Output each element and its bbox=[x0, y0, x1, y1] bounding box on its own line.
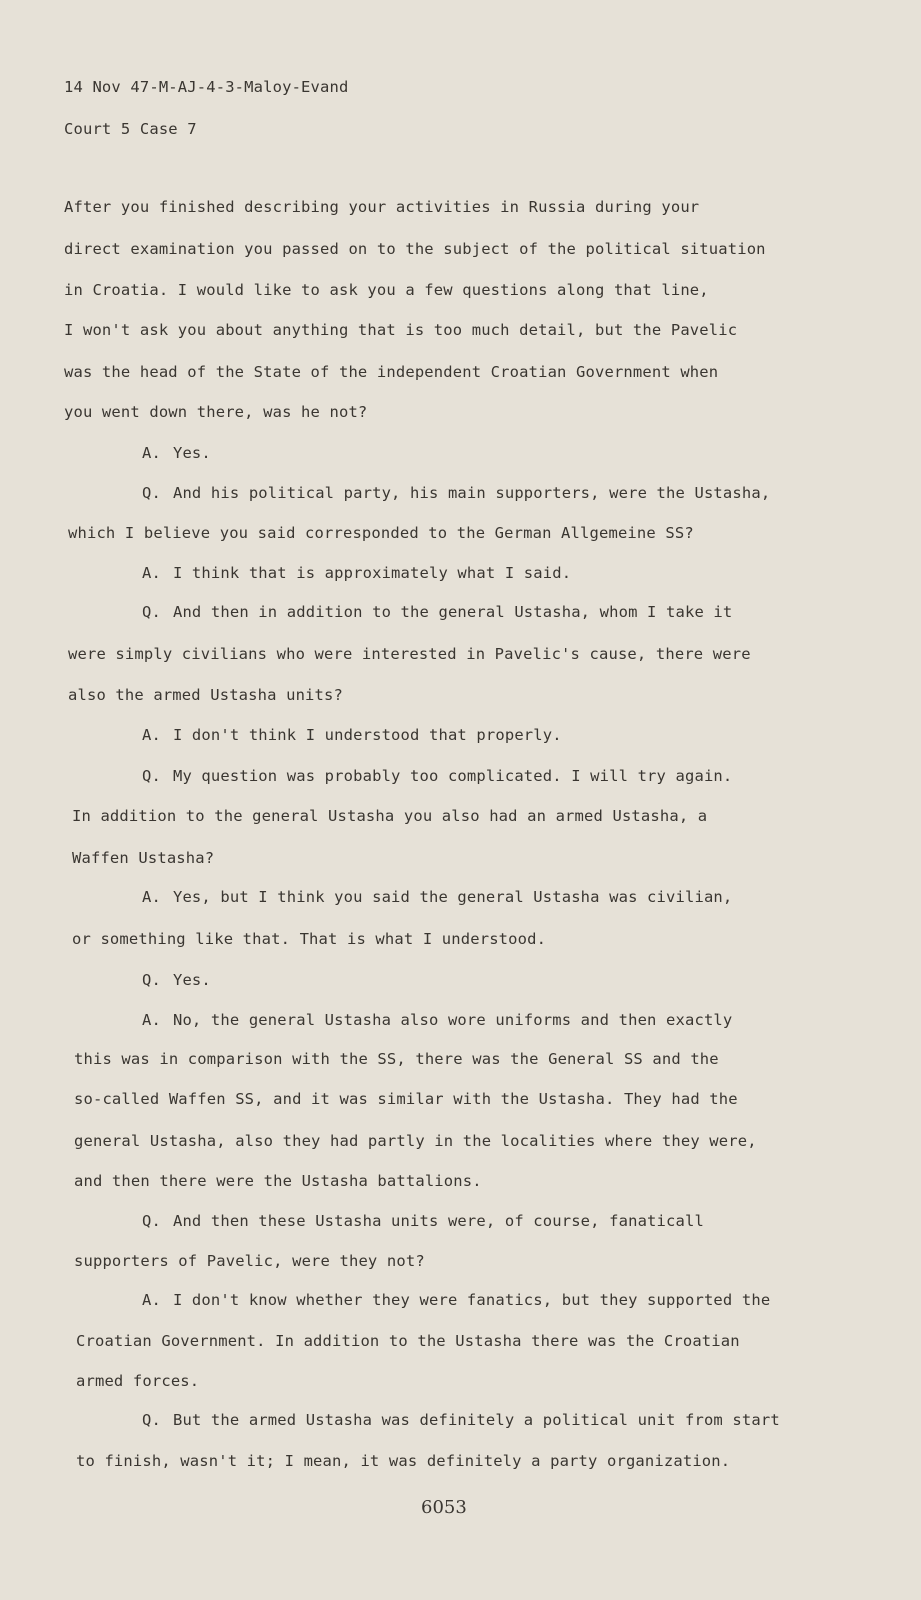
text-line: I won't ask you about anything that is too much detail, but the Pavelic bbox=[64, 321, 738, 339]
text-line: in Croatia. I would like to ask you a few questions along that line, bbox=[64, 281, 709, 299]
text-line: or something like that. That is what I understood. bbox=[72, 930, 547, 948]
text-line: Q. And his political party, his main supporters, were the Ustasha, bbox=[142, 484, 771, 502]
text-line: to finish, wasn't it; I mean, it was definitely a party organization. bbox=[76, 1452, 731, 1470]
text-line: which I believe you said corresponded to the German Allgemeine SS? bbox=[68, 524, 694, 542]
text-line: A. Yes, but I think you said the general Ustasha was civilian, bbox=[142, 888, 733, 906]
text-line: A. I think that is approximately what I said. bbox=[142, 564, 572, 582]
text-line: In addition to the general Ustasha you also had an armed Ustasha, a bbox=[72, 807, 708, 825]
speaker-label: Q. bbox=[142, 767, 161, 785]
page-number: 6053 bbox=[421, 1497, 467, 1518]
speaker-label: A. bbox=[142, 444, 161, 462]
text-line: Q. And then in addition to the general Ustasha, whom I take it bbox=[142, 603, 733, 621]
text-line: Q. Yes. bbox=[142, 971, 211, 989]
text-line: supporters of Pavelic, were they not? bbox=[74, 1252, 425, 1270]
text-line: Waffen Ustasha? bbox=[72, 849, 215, 867]
speaker-label: A. bbox=[142, 564, 161, 582]
text-line: armed forces. bbox=[76, 1372, 200, 1390]
text-line: and then there were the Ustasha battalions. bbox=[74, 1172, 482, 1190]
text-line: Q. But the armed Ustasha was definitely a political unit from start bbox=[142, 1411, 780, 1429]
speaker-label: A. bbox=[142, 726, 161, 744]
text-line: After you finished describing your activities in Russia during your bbox=[64, 198, 700, 216]
text-line: you went down there, was he not? bbox=[64, 403, 368, 421]
text-line: Croatian Government. In addition to the Ustasha there was the Croatian bbox=[76, 1332, 740, 1350]
text-line: general Ustasha, also they had partly in the localities where they were, bbox=[74, 1132, 757, 1150]
text-line: direct examination you passed on to the subject of the political situation bbox=[64, 240, 766, 258]
speaker-label: Q. bbox=[142, 603, 161, 621]
speaker-label: A. bbox=[142, 1291, 161, 1309]
header-court-case: Court 5 Case 7 bbox=[64, 120, 197, 138]
text-line: Q. And then these Ustasha units were, of course, fanaticall bbox=[142, 1212, 704, 1230]
header-reference: 14 Nov 47-M-AJ-4-3-Maloy-Evand bbox=[64, 78, 349, 96]
text-line: were simply civilians who were interested in Pavelic's cause, there were bbox=[68, 645, 751, 663]
speaker-label: A. bbox=[142, 1011, 161, 1029]
speaker-label: A. bbox=[142, 888, 161, 906]
text-line: this was in comparison with the SS, there was the General SS and the bbox=[74, 1050, 719, 1068]
speaker-label: Q. bbox=[142, 971, 161, 989]
speaker-label: Q. bbox=[142, 1411, 161, 1429]
text-line: A. No, the general Ustasha also wore uniforms and then exactly bbox=[142, 1011, 733, 1029]
text-line: also the armed Ustasha units? bbox=[68, 686, 343, 704]
speaker-label: Q. bbox=[142, 484, 161, 502]
text-line: A. I don't think I understood that properly. bbox=[142, 726, 562, 744]
text-line: A. Yes. bbox=[142, 444, 211, 462]
text-line: was the head of the State of the independent Croatian Government when bbox=[64, 363, 719, 381]
text-line: Q. My question was probably too complicated. I will try again. bbox=[142, 767, 733, 785]
speaker-label: Q. bbox=[142, 1212, 161, 1230]
text-line: A. I don't know whether they were fanatics, but they supported the bbox=[142, 1291, 771, 1309]
text-line: so-called Waffen SS, and it was similar with the Ustasha. They had the bbox=[74, 1090, 738, 1108]
